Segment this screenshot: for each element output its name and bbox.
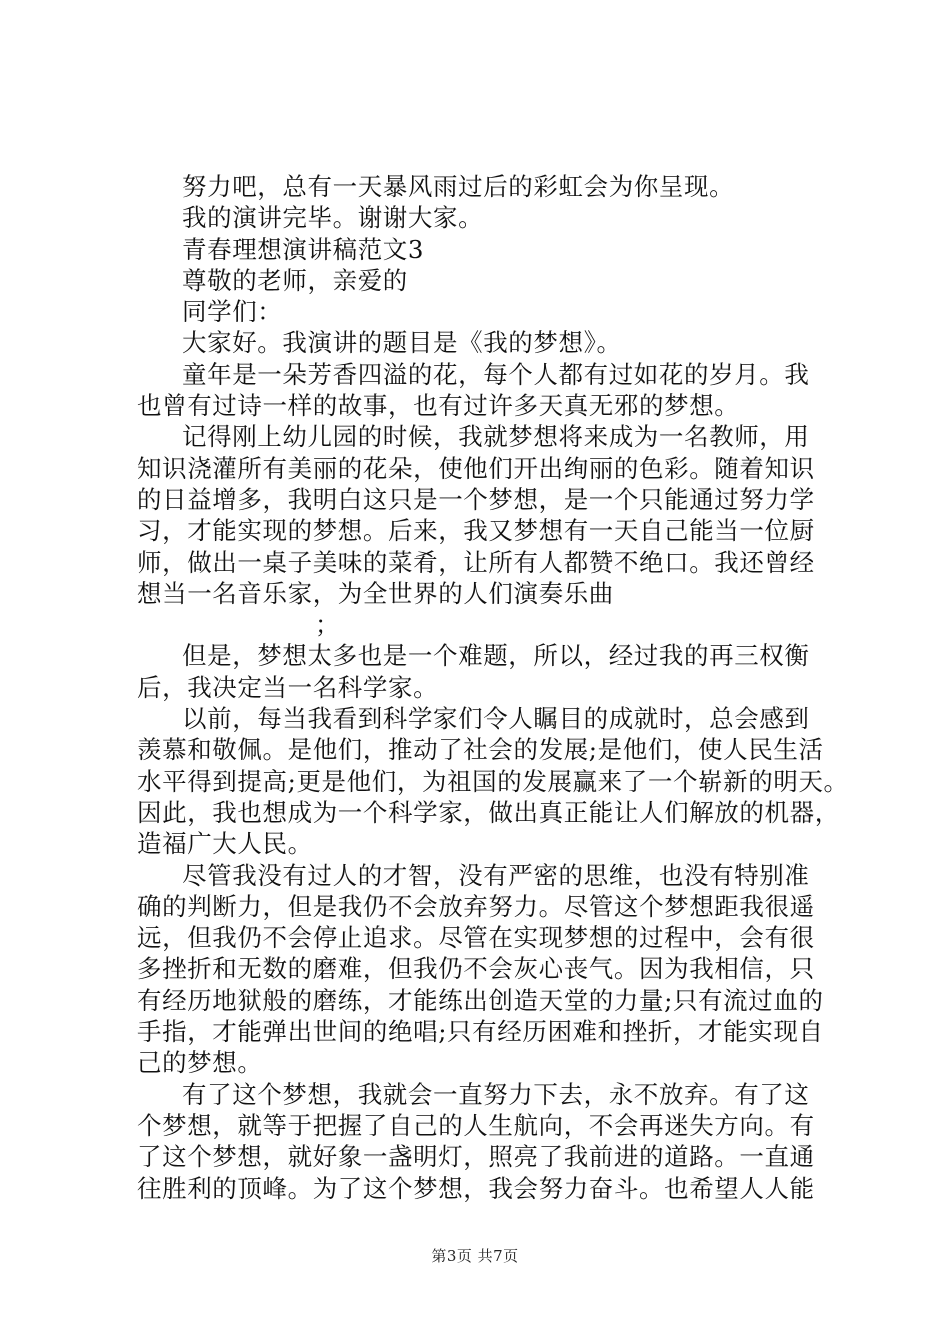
text-line: 了这个梦想，就好象一盏明灯，照亮了我前进的道路。一直通 (137, 1142, 815, 1172)
page-number-footer: 第3页 共7页 (431, 1247, 519, 1265)
text-line: 有经历地狱般的磨练，才能练出创造天堂的力量;只有流过血的 (137, 985, 824, 1015)
section-heading: 青春理想演讲稿范文3 (182, 234, 425, 264)
text-line: 师，做出一桌子美味的菜肴，让所有人都赞不绝口。我还曾经 (137, 547, 815, 577)
text-line: 以前，每当我看到科学家们令人瞩目的成就时，总会感到 (182, 704, 810, 734)
text-line: 手指，才能弹出世间的绝唱;只有经历困难和挫折，才能实现自 (137, 1017, 824, 1047)
text-line: 因此，我也想成为一个科学家，做出真正能让人们解放的机器， (137, 797, 840, 827)
document-body (137, 171, 849, 1204)
text-line: 多挫折和无数的磨难，但我仍不会灰心丧气。因为我相信，只 (137, 954, 815, 984)
text-line: 造福广大人民。 (137, 829, 313, 859)
text-line: 己的梦想。 (137, 1048, 263, 1078)
text-line: 同学们： (182, 297, 283, 327)
text-line: 远，但我仍不会停止追求。尽管在实现梦想的过程中，会有很 (137, 923, 815, 953)
text-line: 个梦想，就等于把握了自己的人生航向，不会再迷失方向。有 (137, 1110, 815, 1140)
text-line: 努力吧，总有一天暴风雨过后的彩虹会为你呈现。 (182, 172, 735, 201)
text-line: 我的演讲完毕。谢谢大家。 (182, 203, 484, 233)
text-line: ； (315, 610, 341, 640)
text-line: 也曾有过诗一样的故事，也有过许多天真无邪的梦想。 (137, 391, 740, 421)
text-line: 的日益增多，我明白这只是一个梦想，是一个只能通过努力学 (137, 484, 815, 514)
text-line: 记得刚上幼儿园的时候，我就梦想将来成为一名教师，用 (182, 422, 810, 452)
text-line: 尽管我没有过人的才智，没有严密的思维，也没有特别准 (182, 860, 810, 890)
text-line: 羡慕和敬佩。是他们，推动了社会的发展;是他们，使人民生活 (137, 735, 824, 765)
text-line: 有了这个梦想，我就会一直努力下去，永不放弃。有了这 (182, 1079, 810, 1109)
text-line: 知识浇灌所有美丽的花朵，使他们开出绚丽的色彩。随着知识 (137, 453, 815, 483)
text-line: 水平得到提高;更是他们，为祖国的发展赢来了一个崭新的明天。 (137, 766, 849, 796)
text-line: 往胜利的顶峰。为了这个梦想，我会努力奋斗。也希望人人能 (137, 1173, 815, 1203)
text-line: 想当一名音乐家，为全世界的人们演奏乐曲 (137, 578, 614, 608)
text-line: 尊敬的老师，亲爱的 (182, 265, 408, 295)
text-line: 童年是一朵芳香四溢的花，每个人都有过如花的岁月。我 (182, 359, 810, 389)
text-line: 后，我决定当一名科学家。 (137, 672, 439, 702)
text-line: 习，才能实现的梦想。后来，我又梦想有一天自己能当一位厨 (137, 516, 815, 546)
text-line: 确的判断力，但是我仍不会放弃努力。尽管这个梦想距我很遥 (137, 891, 815, 921)
text-line: 大家好。我演讲的题目是《我的梦想》。 (182, 328, 622, 358)
text-line: 但是，梦想太多也是一个难题，所以，经过我的再三权衡 (182, 641, 810, 671)
